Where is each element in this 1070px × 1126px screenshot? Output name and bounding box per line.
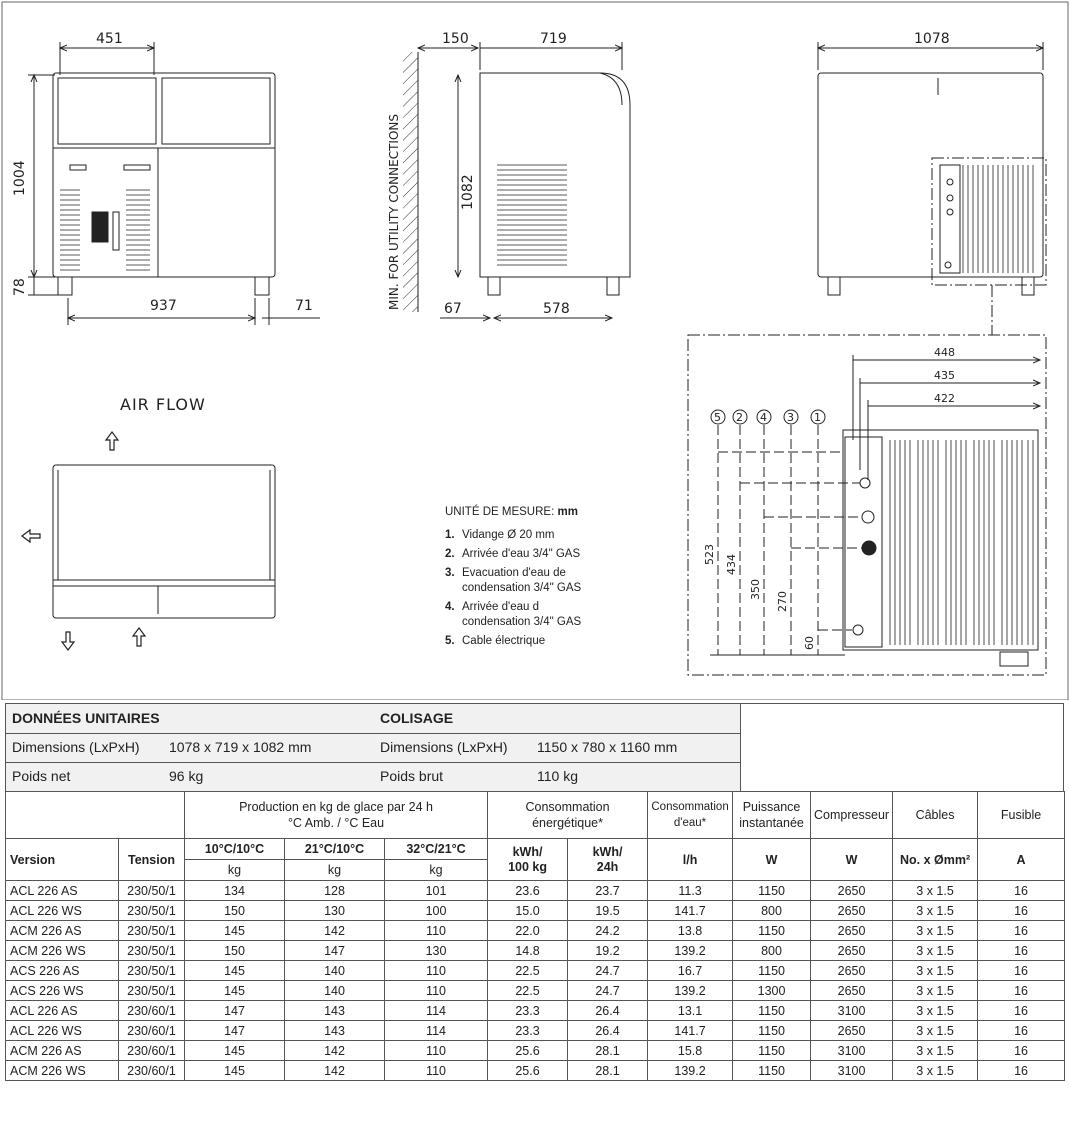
table-cell: 145 [185,1061,285,1081]
table-cell: 24.7 [568,961,648,981]
table-cell: 1150 [733,1041,811,1061]
table-cell: 800 [733,941,811,961]
table-cell: 114 [385,1021,488,1041]
front-view [28,42,320,325]
table-cell: 23.7 [568,881,648,901]
front-dim-71: 71 [295,298,313,314]
table-cell: 1300 [733,981,811,1001]
air-flow-label: AIR FLOW [120,395,206,414]
table-cell: ACL 226 AS [6,881,119,901]
prod-col-header: 32°C/21°C [385,839,488,860]
table-cell: 23.3 [488,1001,568,1021]
legend-unit [445,505,581,520]
table-cell: 141.7 [648,1021,733,1041]
side-dim-150: 150 [442,31,469,47]
table-cell: 145 [185,921,285,941]
table-cell: 23.3 [488,1021,568,1041]
table-cell: 19.2 [568,941,648,961]
legend-unit-label: UNITÉ DE MESURE: [445,506,555,518]
detail-dim-434: 434 [725,554,738,575]
table-cell: 147 [185,1021,285,1041]
table-row [6,1041,1065,1061]
table-cell: 13.8 [648,921,733,941]
front-dim-1004: 1004 [12,160,28,196]
table-cell: 16 [978,981,1065,1001]
packing-weight-label: Poids brut [380,768,444,784]
legend-item [445,566,581,596]
table-cell: 19.5 [568,901,648,921]
table-cell: 128 [285,881,385,901]
table-row [6,1021,1065,1041]
table-cell: 3 x 1.5 [893,1061,978,1081]
table-cell: 1150 [733,1001,811,1021]
prod-col-header: 10°C/10°C [185,839,285,860]
legend-num: 4. [445,601,455,613]
production-header: Production en kg de glace par 24 h °C Amb. / °C Eau [185,792,488,839]
table-cell: 1150 [733,881,811,901]
table-cell: 3 x 1.5 [893,1001,978,1021]
energy-col-header: kWh/ 100 kg [488,839,568,881]
detail-dim-448: 448 [934,346,955,359]
table-cell: 26.4 [568,1001,648,1021]
detail-dim-270: 270 [776,591,789,612]
prod-unit: kg [285,860,385,881]
legend-num: 5. [445,635,455,647]
table-cell: 23.6 [488,881,568,901]
table-cell: 1150 [733,961,811,981]
table-cell: 2650 [811,881,893,901]
front-dim-937: 937 [150,298,177,314]
table-cell: 16 [978,901,1065,921]
arrow-down-icon [62,632,74,650]
table-cell: 139.2 [648,941,733,961]
table-cell: 24.7 [568,981,648,1001]
table-cell: 110 [385,981,488,1001]
table-cell: 140 [285,981,385,1001]
table-cell: 3100 [811,1061,893,1081]
table-cell: 22.5 [488,961,568,981]
unit-data-block [6,704,375,792]
table-cell: 16 [978,1001,1065,1021]
table-row [6,941,1065,961]
packing-dim-label: Dimensions (LxPxH) [380,739,508,755]
table-cell: 145 [185,981,285,1001]
table-cell: ACS 226 AS [6,961,119,981]
table-cell: 3 x 1.5 [893,1041,978,1061]
table-cell: 2650 [811,941,893,961]
measurement-legend [445,505,581,653]
table-cell: 230/50/1 [119,941,185,961]
table-cell: 230/50/1 [119,981,185,1001]
legend-item [445,528,581,543]
arrow-up-icon [133,628,145,646]
table-cell: 100 [385,901,488,921]
table-cell: 2650 [811,1021,893,1041]
table-cell: 142 [285,1061,385,1081]
table-cell: 145 [185,961,285,981]
table-cell: 147 [285,941,385,961]
table-cell: 3100 [811,1041,893,1061]
table-cell: 3100 [811,1001,893,1021]
table-row [6,981,1065,1001]
table-cell: 150 [185,901,285,921]
table-row [6,1061,1065,1081]
legend-item [445,634,581,649]
table-row [6,921,1065,941]
legend-text: Vidange Ø 20 mm [462,529,555,541]
table-cell: 15.0 [488,901,568,921]
table-cell: 230/60/1 [119,1061,185,1081]
unit-data-title-row [6,704,374,733]
legend-unit-value: mm [557,506,578,518]
water-unit: l/h [648,839,733,881]
legend-num: 1. [445,529,455,541]
table-cell: 230/60/1 [119,1041,185,1061]
fuse-header: Fusible [978,792,1065,839]
prod-unit: kg [185,860,285,881]
connection-1: 1 [814,411,821,424]
table-cell: 3 x 1.5 [893,921,978,941]
table-cell: 130 [285,901,385,921]
table-cell: 28.1 [568,1041,648,1061]
table-cell: 3 x 1.5 [893,961,978,981]
table-cell: 16.7 [648,961,733,981]
table-cell: 22.5 [488,981,568,1001]
prod-unit: kg [385,860,488,881]
table-cell: ACS 226 WS [6,981,119,1001]
table-cell: 150 [185,941,285,961]
power-unit: W [733,839,811,881]
table-cell: 142 [285,1041,385,1061]
unit-weight-label: Poids net [12,768,71,784]
table-row [6,901,1065,921]
table-cell: 28.1 [568,1061,648,1081]
cables-unit: No. x Ømm² [893,839,978,881]
table-cell: 3 x 1.5 [893,981,978,1001]
table-cell: 139.2 [648,981,733,1001]
table-cell: ACM 226 AS [6,921,119,941]
compressor-header: Compresseur [811,792,893,839]
info-divider [6,733,740,734]
legend-num: 3. [445,567,455,579]
packing-title: COLISAGE [380,710,454,726]
connection-2: 2 [736,411,743,424]
table-cell: 25.6 [488,1061,568,1081]
energy-col-header: kWh/ 24h [568,839,648,881]
table-cell: 101 [385,881,488,901]
table-cell: ACL 226 WS [6,901,119,921]
detail-dim-422: 422 [934,392,955,405]
side-dim-1082: 1082 [460,174,476,210]
legend-num: 2. [445,548,455,560]
side-view [403,42,630,318]
table-row [6,1001,1065,1021]
legend-text: Arrivée d'eau 3/4" GAS [462,548,581,560]
table-cell: ACM 226 WS [6,1061,119,1081]
detail-dim-523: 523 [703,544,716,565]
table-cell: 110 [385,921,488,941]
table-cell: 3 x 1.5 [893,1021,978,1041]
table-cell: 114 [385,1001,488,1021]
unit-dim-label: Dimensions (LxPxH) [12,739,140,755]
table-cell: 2650 [811,921,893,941]
legend-text: Arrivée d'eau d condensation 3/4" GAS [462,601,582,628]
table-cell: 16 [978,921,1065,941]
power-header: Puissance instantanée [733,792,811,839]
table-cell: ACL 226 AS [6,1001,119,1021]
side-dim-719: 719 [540,31,567,47]
detail-view [688,335,1046,675]
table-cell: 230/50/1 [119,901,185,921]
packing-weight-value: 110 kg [537,768,578,784]
table-cell: ACL 226 WS [6,1021,119,1041]
table-cell: 230/60/1 [119,1021,185,1041]
version-header: Version [6,839,119,881]
prod-col-header: 21°C/10°C [285,839,385,860]
table-cell: 13.1 [648,1001,733,1021]
table-cell: 110 [385,1061,488,1081]
table-cell: 1150 [733,1021,811,1041]
side-dim-578: 578 [543,301,570,317]
unit-weight-row [6,762,374,791]
arrow-up-icon [106,432,118,450]
table-cell: 3 x 1.5 [893,901,978,921]
table-cell: 230/60/1 [119,1001,185,1021]
table-cell: 110 [385,961,488,981]
table-cell: 26.4 [568,1021,648,1041]
front-dim-78: 78 [12,278,28,296]
table-cell: 16 [978,1021,1065,1041]
detail-dim-60: 60 [803,636,816,650]
table-cell: 142 [285,921,385,941]
table-cell: 143 [285,1001,385,1021]
table-cell: 139.2 [648,1061,733,1081]
table-cell: 134 [185,881,285,901]
table-cell: 25.6 [488,1041,568,1061]
tension-header: Tension [119,839,185,881]
table-cell: 230/50/1 [119,881,185,901]
table-header-row [6,792,1065,839]
table-cell: 2650 [811,961,893,981]
table-cell: 2650 [811,901,893,921]
unit-dim-row [6,733,374,762]
top-view [53,465,275,618]
back-dim-1078: 1078 [914,31,950,47]
packing-weight-row [374,762,740,791]
table-cell: 141.7 [648,901,733,921]
packing-title-row [374,704,740,733]
packing-dim-value: 1150 x 780 x 1160 mm [537,739,678,755]
table-cell: 2650 [811,981,893,1001]
table-cell: 110 [385,1041,488,1061]
table-cell: 140 [285,961,385,981]
table-cell: 230/50/1 [119,921,185,941]
table-cell: 11.3 [648,881,733,901]
unit-weight-value: 96 kg [169,768,204,784]
table-row [6,881,1065,901]
legend-item [445,547,581,562]
front-dim-451: 451 [96,31,123,47]
detail-dim-435: 435 [934,369,955,382]
spec-table [5,791,1065,1081]
table-cell: ACM 226 AS [6,1041,119,1061]
unit-data-title: DONNÉES UNITAIRES [12,710,160,726]
legend-text: Cable électrique [462,635,546,647]
unit-dim-value: 1078 x 719 x 1082 mm [169,739,312,755]
info-divider [6,762,740,763]
table-row [6,961,1065,981]
table-cell: 16 [978,1041,1065,1061]
table-cell: 1150 [733,921,811,941]
connection-5: 5 [714,411,721,424]
table-cell: 145 [185,1041,285,1061]
water-header: Consommation d'eau* [648,792,733,839]
arrow-left-icon [22,530,40,542]
legend-item [445,600,581,630]
table-header-row [6,839,1065,860]
table-cell: 16 [978,1061,1065,1081]
compressor-unit: W [811,839,893,881]
unit-and-packing-data [5,703,1064,791]
table-cell: 130 [385,941,488,961]
table-cell: ACM 226 WS [6,941,119,961]
table-cell: 3 x 1.5 [893,881,978,901]
table-cell: 3 x 1.5 [893,941,978,961]
packing-dim-row [374,733,740,762]
table-cell: 16 [978,961,1065,981]
connection-4: 4 [760,411,767,424]
legend-text: Evacuation d'eau de condensation 3/4" GAS [462,567,582,594]
table-cell: 800 [733,901,811,921]
connection-3: 3 [787,411,794,424]
header-empty [6,792,185,839]
table-cell: 14.8 [488,941,568,961]
packing-block [374,704,741,792]
table-cell: 16 [978,881,1065,901]
table-cell: 24.2 [568,921,648,941]
fuse-unit: A [978,839,1065,881]
table-cell: 230/50/1 [119,961,185,981]
table-cell: 1150 [733,1061,811,1081]
table-cell: 143 [285,1021,385,1041]
table-cell: 15.8 [648,1041,733,1061]
side-dim-67: 67 [444,301,462,317]
table-cell: 16 [978,941,1065,961]
table-cell: 22.0 [488,921,568,941]
detail-dim-350: 350 [749,579,762,600]
back-view [818,42,1046,335]
cables-header: Câbles [893,792,978,839]
table-cell: 147 [185,1001,285,1021]
energy-header: Consommation énergétique* [488,792,648,839]
wall-label: MIN. FOR UTILITY CONNECTIONS [387,114,401,310]
